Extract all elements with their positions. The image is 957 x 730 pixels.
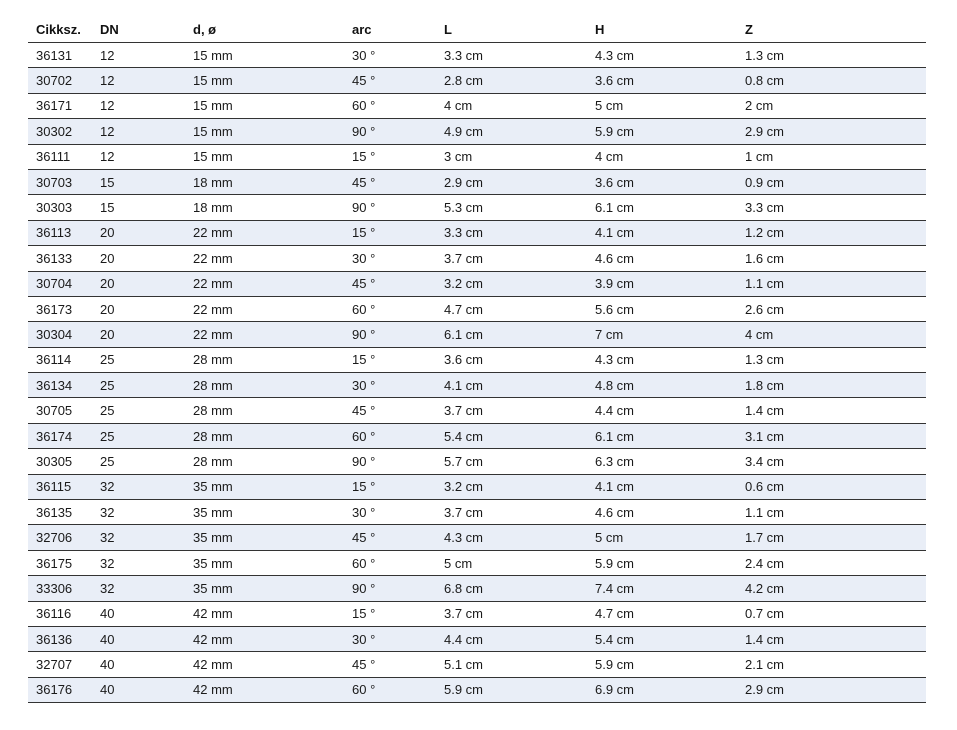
table-row <box>28 271 926 296</box>
cell-dn: 40 <box>92 626 185 651</box>
cell-z: 0.7 cm <box>737 601 926 626</box>
cell-l: 5.3 cm <box>436 195 587 220</box>
cell-h: 4.3 cm <box>587 347 737 372</box>
table-row <box>28 601 926 626</box>
cell-z: 1.6 cm <box>737 246 926 271</box>
cell-h: 4.6 cm <box>587 246 737 271</box>
cell-z: 1.1 cm <box>737 500 926 525</box>
cell-dn: 32 <box>92 474 185 499</box>
cell-dn: 12 <box>92 144 185 169</box>
cell-dn: 40 <box>92 601 185 626</box>
cell-l: 3.3 cm <box>436 220 587 245</box>
cell-h: 6.1 cm <box>587 423 737 448</box>
cell-article-number: 36171 <box>28 93 92 118</box>
header-diameter: d, ø <box>185 16 344 43</box>
cell-article-number: 36116 <box>28 601 92 626</box>
header-article-number: Cikksz. <box>28 16 92 43</box>
cell-diameter: 42 mm <box>185 626 344 651</box>
cell-diameter: 15 mm <box>185 119 344 144</box>
cell-dn: 32 <box>92 500 185 525</box>
cell-l: 4.9 cm <box>436 119 587 144</box>
cell-dn: 15 <box>92 169 185 194</box>
table-row <box>28 119 926 144</box>
cell-arc: 30 ° <box>344 43 436 68</box>
cell-dn: 40 <box>92 677 185 702</box>
cell-l: 4 cm <box>436 93 587 118</box>
cell-article-number: 32706 <box>28 525 92 550</box>
cell-h: 6.3 cm <box>587 449 737 474</box>
cell-arc: 30 ° <box>344 500 436 525</box>
cell-dn: 32 <box>92 576 185 601</box>
cell-article-number: 36135 <box>28 500 92 525</box>
table-row <box>28 525 926 550</box>
table-row <box>28 500 926 525</box>
cell-dn: 20 <box>92 296 185 321</box>
table-row <box>28 652 926 677</box>
cell-h: 5.4 cm <box>587 626 737 651</box>
cell-article-number: 33306 <box>28 576 92 601</box>
cell-h: 4.4 cm <box>587 398 737 423</box>
cell-article-number: 36175 <box>28 550 92 575</box>
header-arc: arc <box>344 16 436 43</box>
cell-article-number: 36133 <box>28 246 92 271</box>
cell-diameter: 28 mm <box>185 373 344 398</box>
cell-arc: 60 ° <box>344 296 436 321</box>
cell-h: 4.1 cm <box>587 474 737 499</box>
cell-dn: 32 <box>92 550 185 575</box>
cell-z: 4.2 cm <box>737 576 926 601</box>
cell-z: 2 cm <box>737 93 926 118</box>
table-row <box>28 246 926 271</box>
cell-h: 5 cm <box>587 93 737 118</box>
cell-arc: 60 ° <box>344 93 436 118</box>
cell-arc: 15 ° <box>344 144 436 169</box>
cell-arc: 60 ° <box>344 423 436 448</box>
cell-diameter: 28 mm <box>185 347 344 372</box>
table-row <box>28 474 926 499</box>
cell-l: 4.7 cm <box>436 296 587 321</box>
cell-z: 0.8 cm <box>737 68 926 93</box>
cell-diameter: 42 mm <box>185 652 344 677</box>
table-row <box>28 144 926 169</box>
table-row <box>28 373 926 398</box>
cell-l: 3.7 cm <box>436 246 587 271</box>
cell-article-number: 36114 <box>28 347 92 372</box>
cell-z: 0.9 cm <box>737 169 926 194</box>
cell-article-number: 36174 <box>28 423 92 448</box>
cell-dn: 12 <box>92 68 185 93</box>
header-l: L <box>436 16 587 43</box>
cell-diameter: 28 mm <box>185 423 344 448</box>
cell-article-number: 30703 <box>28 169 92 194</box>
cell-arc: 90 ° <box>344 322 436 347</box>
product-table <box>28 16 926 703</box>
cell-z: 1.3 cm <box>737 347 926 372</box>
cell-diameter: 22 mm <box>185 296 344 321</box>
cell-l: 5 cm <box>436 550 587 575</box>
cell-l: 3.7 cm <box>436 398 587 423</box>
cell-l: 3.6 cm <box>436 347 587 372</box>
cell-z: 2.1 cm <box>737 652 926 677</box>
cell-h: 3.6 cm <box>587 68 737 93</box>
product-table-container <box>28 16 926 703</box>
cell-dn: 25 <box>92 373 185 398</box>
table-row <box>28 398 926 423</box>
cell-h: 5 cm <box>587 525 737 550</box>
cell-article-number: 30705 <box>28 398 92 423</box>
cell-h: 6.9 cm <box>587 677 737 702</box>
cell-article-number: 30704 <box>28 271 92 296</box>
cell-diameter: 28 mm <box>185 449 344 474</box>
cell-article-number: 36173 <box>28 296 92 321</box>
cell-h: 4 cm <box>587 144 737 169</box>
cell-diameter: 15 mm <box>185 93 344 118</box>
cell-h: 3.9 cm <box>587 271 737 296</box>
table-row <box>28 195 926 220</box>
cell-diameter: 18 mm <box>185 195 344 220</box>
table-row <box>28 550 926 575</box>
cell-l: 2.8 cm <box>436 68 587 93</box>
cell-diameter: 35 mm <box>185 576 344 601</box>
cell-arc: 45 ° <box>344 169 436 194</box>
cell-dn: 20 <box>92 271 185 296</box>
header-row <box>28 16 926 43</box>
cell-h: 4.8 cm <box>587 373 737 398</box>
header-z: Z <box>737 16 926 43</box>
cell-l: 3 cm <box>436 144 587 169</box>
table-row <box>28 423 926 448</box>
cell-z: 2.9 cm <box>737 119 926 144</box>
cell-arc: 60 ° <box>344 550 436 575</box>
cell-diameter: 18 mm <box>185 169 344 194</box>
cell-z: 1.1 cm <box>737 271 926 296</box>
table-row <box>28 220 926 245</box>
cell-arc: 15 ° <box>344 220 436 245</box>
cell-z: 1 cm <box>737 144 926 169</box>
cell-dn: 20 <box>92 322 185 347</box>
cell-arc: 15 ° <box>344 347 436 372</box>
cell-l: 5.7 cm <box>436 449 587 474</box>
cell-z: 3.1 cm <box>737 423 926 448</box>
cell-h: 5.9 cm <box>587 550 737 575</box>
cell-dn: 20 <box>92 246 185 271</box>
cell-diameter: 35 mm <box>185 500 344 525</box>
cell-dn: 20 <box>92 220 185 245</box>
cell-dn: 15 <box>92 195 185 220</box>
cell-dn: 25 <box>92 347 185 372</box>
table-row <box>28 296 926 321</box>
cell-article-number: 36136 <box>28 626 92 651</box>
cell-dn: 12 <box>92 119 185 144</box>
cell-diameter: 15 mm <box>185 43 344 68</box>
cell-arc: 90 ° <box>344 195 436 220</box>
cell-l: 4.3 cm <box>436 525 587 550</box>
cell-diameter: 35 mm <box>185 474 344 499</box>
cell-l: 4.4 cm <box>436 626 587 651</box>
cell-z: 2.6 cm <box>737 296 926 321</box>
cell-z: 0.6 cm <box>737 474 926 499</box>
cell-article-number: 30302 <box>28 119 92 144</box>
cell-h: 4.1 cm <box>587 220 737 245</box>
table-row <box>28 93 926 118</box>
cell-article-number: 36113 <box>28 220 92 245</box>
cell-h: 7.4 cm <box>587 576 737 601</box>
cell-arc: 45 ° <box>344 525 436 550</box>
table-row <box>28 169 926 194</box>
cell-arc: 90 ° <box>344 576 436 601</box>
cell-h: 5.9 cm <box>587 119 737 144</box>
cell-arc: 15 ° <box>344 474 436 499</box>
cell-z: 1.3 cm <box>737 43 926 68</box>
cell-diameter: 42 mm <box>185 677 344 702</box>
cell-l: 5.1 cm <box>436 652 587 677</box>
table-row <box>28 677 926 702</box>
cell-h: 3.6 cm <box>587 169 737 194</box>
cell-l: 3.7 cm <box>436 500 587 525</box>
cell-l: 5.4 cm <box>436 423 587 448</box>
cell-arc: 30 ° <box>344 373 436 398</box>
cell-l: 6.8 cm <box>436 576 587 601</box>
cell-arc: 30 ° <box>344 626 436 651</box>
cell-article-number: 36134 <box>28 373 92 398</box>
cell-article-number: 30702 <box>28 68 92 93</box>
table-row <box>28 322 926 347</box>
cell-h: 4.6 cm <box>587 500 737 525</box>
cell-h: 5.6 cm <box>587 296 737 321</box>
table-body <box>28 43 926 703</box>
cell-article-number: 36131 <box>28 43 92 68</box>
cell-arc: 30 ° <box>344 246 436 271</box>
cell-diameter: 15 mm <box>185 144 344 169</box>
cell-l: 5.9 cm <box>436 677 587 702</box>
cell-h: 7 cm <box>587 322 737 347</box>
table-row <box>28 43 926 68</box>
cell-arc: 45 ° <box>344 652 436 677</box>
cell-diameter: 28 mm <box>185 398 344 423</box>
table-row <box>28 626 926 651</box>
cell-l: 3.2 cm <box>436 271 587 296</box>
cell-z: 2.4 cm <box>737 550 926 575</box>
cell-diameter: 22 mm <box>185 322 344 347</box>
cell-arc: 45 ° <box>344 68 436 93</box>
cell-l: 3.2 cm <box>436 474 587 499</box>
cell-l: 4.1 cm <box>436 373 587 398</box>
cell-article-number: 36115 <box>28 474 92 499</box>
table-header <box>28 16 926 43</box>
cell-h: 5.9 cm <box>587 652 737 677</box>
cell-dn: 12 <box>92 93 185 118</box>
table-row <box>28 68 926 93</box>
cell-article-number: 36176 <box>28 677 92 702</box>
cell-z: 1.2 cm <box>737 220 926 245</box>
cell-l: 2.9 cm <box>436 169 587 194</box>
cell-dn: 32 <box>92 525 185 550</box>
cell-z: 1.4 cm <box>737 398 926 423</box>
cell-dn: 25 <box>92 423 185 448</box>
cell-article-number: 32707 <box>28 652 92 677</box>
cell-diameter: 35 mm <box>185 525 344 550</box>
cell-arc: 60 ° <box>344 677 436 702</box>
table-row <box>28 347 926 372</box>
cell-dn: 25 <box>92 449 185 474</box>
cell-diameter: 42 mm <box>185 601 344 626</box>
cell-h: 6.1 cm <box>587 195 737 220</box>
cell-dn: 12 <box>92 43 185 68</box>
cell-l: 3.3 cm <box>436 43 587 68</box>
cell-diameter: 15 mm <box>185 68 344 93</box>
cell-z: 1.7 cm <box>737 525 926 550</box>
cell-diameter: 22 mm <box>185 246 344 271</box>
cell-article-number: 30303 <box>28 195 92 220</box>
cell-l: 3.7 cm <box>436 601 587 626</box>
table-row <box>28 576 926 601</box>
cell-z: 3.4 cm <box>737 449 926 474</box>
cell-h: 4.3 cm <box>587 43 737 68</box>
cell-article-number: 30305 <box>28 449 92 474</box>
cell-l: 6.1 cm <box>436 322 587 347</box>
cell-z: 2.9 cm <box>737 677 926 702</box>
cell-dn: 40 <box>92 652 185 677</box>
cell-z: 1.8 cm <box>737 373 926 398</box>
cell-z: 4 cm <box>737 322 926 347</box>
cell-article-number: 30304 <box>28 322 92 347</box>
cell-diameter: 35 mm <box>185 550 344 575</box>
cell-arc: 90 ° <box>344 119 436 144</box>
cell-arc: 15 ° <box>344 601 436 626</box>
cell-article-number: 36111 <box>28 144 92 169</box>
table-row <box>28 449 926 474</box>
header-h: H <box>587 16 737 43</box>
cell-arc: 45 ° <box>344 271 436 296</box>
cell-arc: 45 ° <box>344 398 436 423</box>
cell-h: 4.7 cm <box>587 601 737 626</box>
cell-diameter: 22 mm <box>185 220 344 245</box>
cell-z: 1.4 cm <box>737 626 926 651</box>
cell-dn: 25 <box>92 398 185 423</box>
header-dn: DN <box>92 16 185 43</box>
cell-diameter: 22 mm <box>185 271 344 296</box>
cell-arc: 90 ° <box>344 449 436 474</box>
cell-z: 3.3 cm <box>737 195 926 220</box>
